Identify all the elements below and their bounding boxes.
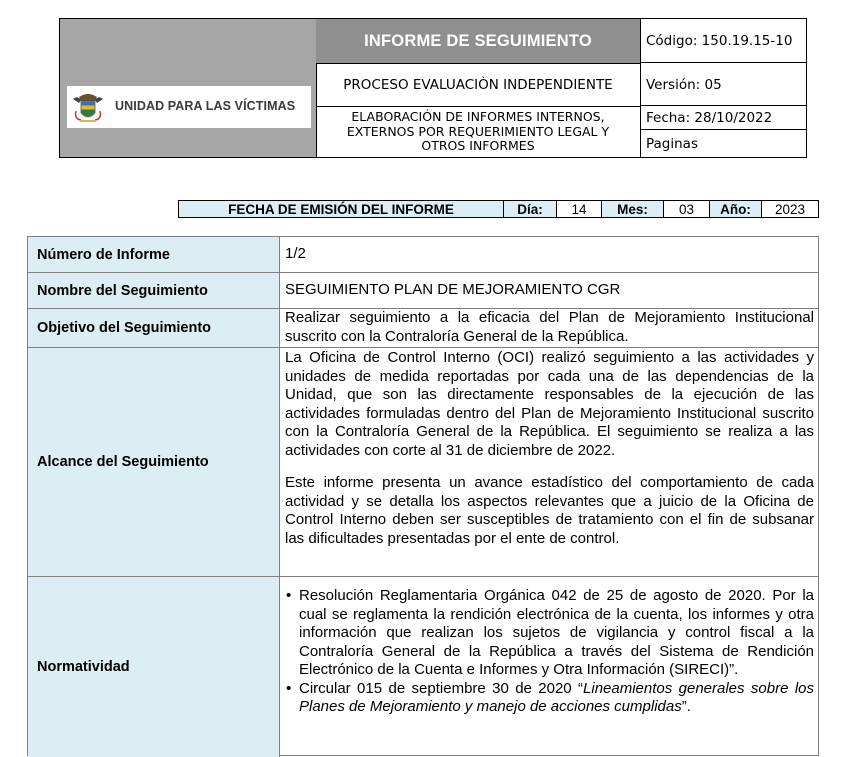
nombre-label: Nombre del Seguimiento <box>28 273 280 308</box>
nombre-value: SEGUIMIENTO PLAN DE MEJORAMIENTO CGR <box>285 281 621 299</box>
table-row-alcance <box>28 348 818 577</box>
report-title: INFORME DE SEGUIMIENTO <box>316 19 640 64</box>
table-row-nombre <box>28 273 818 309</box>
report-info-table <box>27 236 819 756</box>
list-item <box>285 680 814 717</box>
month-value: 03 <box>664 201 710 217</box>
alcance-value <box>285 348 814 576</box>
alcance-label: Alcance del Seguimiento <box>28 348 280 576</box>
normatividad-value <box>285 577 814 757</box>
table-row-numero <box>28 237 818 273</box>
day-value: 14 <box>557 201 602 217</box>
year-value: 2023 <box>762 201 818 217</box>
day-label: Día: <box>504 201 557 217</box>
norm-item-1-text: Resolución Reglamentaria Orgánica 042 de 25 de agosto de 2020. Por la cual se reglamenta la rendición electrónica de la cuenta, los informes y otra información que realizan los sujetos de vigilancia y control fiscal a la Contraloría General de la República a través del Sistema de Rendición Electrónico de la Cuenta e Informes y Otra Información (SIRECI)”. <box>299 587 814 678</box>
org-logo <box>67 86 311 128</box>
numero-label: Número de Informe <box>28 237 280 272</box>
alcance-paragraph-2: Este informe presenta un avance estadístico del comportamiento de cada actividad y se detalla los aspectos relevantes que a juicio de la Oficina de Control Interno deben ser susceptibles de tratamiento con el fin de subsanar las dificultades presentadas por el ente de control. <box>285 474 814 547</box>
header-metadata-panel <box>641 19 807 157</box>
coat-of-arms-icon <box>71 89 105 125</box>
elaboration-description: ELABORACIÓN DE INFORMES INTERNOS, EXTERNOS POR REQUERIMIENTO LEGAL Y OTROS INFORMES <box>346 109 610 154</box>
header-center-panel <box>316 19 641 157</box>
objetivo-label: Objetivo del Seguimiento <box>28 309 280 347</box>
process-name: PROCESO EVALUACIÒN INDEPENDIENTE <box>316 64 640 107</box>
table-row-normatividad <box>28 577 818 757</box>
numero-value: 1/2 <box>285 245 306 263</box>
header-logo-panel <box>60 19 317 157</box>
alcance-paragraph-1: La Oficina de Control Interno (OCI) realizó seguimiento a las actividades y unidades de medida reportadas por cada una de las dependencias de la Unidad, que son las directamente responsables de la ejecución de las actividades formuladas dentro del Plan de Mejoramiento Institucional suscrito con la Contraloría General de la República. El seguimiento se realiza a las actividades con corte al 31 de diciembre de 2022. <box>285 349 814 459</box>
document-code: Código: 150.19.15-10 <box>641 19 807 63</box>
year-label: Año: <box>710 201 762 217</box>
document-version: Versión: 05 <box>641 64 807 106</box>
norm-item-2-italic: Lineamientos generales sobre los Planes de Mejoramiento y manejo de acciones cumplidas <box>299 679 814 715</box>
document-header <box>59 18 807 158</box>
month-label: Mes: <box>602 201 664 217</box>
list-item <box>285 587 814 680</box>
emission-date-label: FECHA DE EMISIÓN DEL INFORME <box>179 201 504 217</box>
table-row-objetivo <box>28 309 818 348</box>
objetivo-value: Realizar seguimiento a la eficacia del Plan de Mejoramiento Institucional suscrito con la Contraloría General de la República. <box>285 309 814 345</box>
emission-date-row <box>178 200 819 218</box>
norm-item-2-prefix: Circular 015 de septiembre 30 de 2020 “ <box>299 679 584 697</box>
document-pages: Paginas <box>646 136 698 152</box>
norm-item-2-suffix: ”. <box>681 698 691 715</box>
org-name: UNIDAD PARA LAS VÍCTIMAS <box>115 99 296 113</box>
normatividad-label: Normatividad <box>28 577 280 757</box>
document-date: Fecha: 28/10/2022 <box>641 107 807 130</box>
normatividad-list <box>285 587 814 717</box>
